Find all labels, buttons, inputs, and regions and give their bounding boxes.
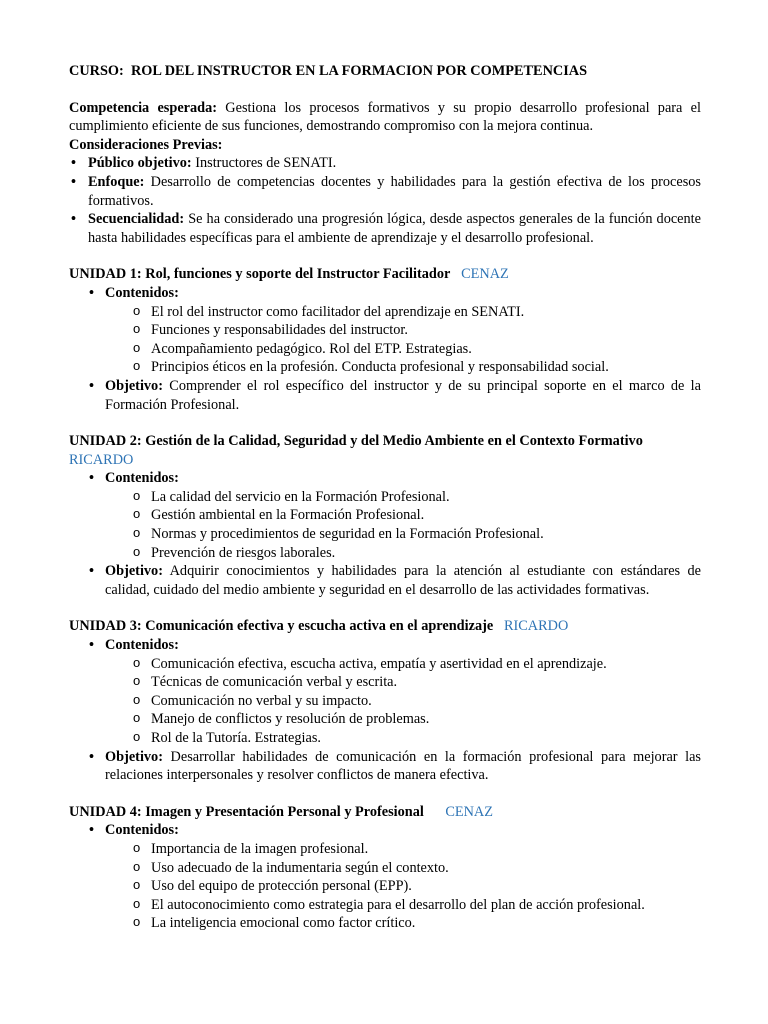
contenido-item: o Comunicación no verbal y su impacto. xyxy=(132,692,701,711)
objetivo-item xyxy=(87,562,701,599)
unit-2 xyxy=(69,432,701,599)
course-title-line xyxy=(69,62,701,81)
contenido-item: o Normas y procedimientos de seguridad en la Formación Profesional. xyxy=(132,525,701,544)
contenido-item: o El rol del instructor como facilitador del aprendizaje en SENATI. xyxy=(132,303,701,322)
objetivo-item xyxy=(87,377,701,414)
competencia-label: Competencia esperada: xyxy=(69,99,218,116)
contenido-item: o El autoconocimiento como estrategia para el desarrollo del plan de acción profesional. xyxy=(132,896,701,915)
contenido-item: o Principios éticos en la profesión. Conducta profesional y responsabilidad social. xyxy=(132,358,701,377)
contenidos-item xyxy=(87,636,701,748)
contenido-item: o Funciones y responsabilidades del instructor. xyxy=(132,321,701,340)
contenido-item: o Prevención de riesgos laborales. xyxy=(132,544,701,563)
contenidos-item xyxy=(87,469,701,562)
contenido-item: o Gestión ambiental en la Formación Profesional. xyxy=(132,506,701,525)
course-title: ROL DEL INSTRUCTOR EN LA FORMACION POR COMPETENCIAS xyxy=(130,63,588,79)
contenido-item: o La calidad del servicio en la Formación Profesional. xyxy=(132,488,701,507)
unit-outline xyxy=(87,469,701,599)
contenido-item: o Rol de la Tutoría. Estrategias. xyxy=(132,729,701,748)
contenidos-list xyxy=(132,303,701,377)
consideraciones-heading-text: Consideraciones Previas: xyxy=(69,136,223,153)
consideracion-text: Se ha considerado una progresión lógica, desde aspectos generales de la función docente hasta habilidades específicas para el ambiente de aprendizaje y el desarrollo profesional. xyxy=(88,211,701,246)
contenidos-label: Contenidos: xyxy=(105,284,179,301)
unit-title: UNIDAD 2: Gestión de la Calidad, Seguridad y del Medio Ambiente en el Contexto Formativo xyxy=(69,433,643,450)
contenidos-label: Contenidos: xyxy=(105,822,179,839)
consideracion-item xyxy=(69,154,701,173)
contenido-item: o La inteligencia emocional como factor crítico. xyxy=(132,914,701,933)
consideracion-text: Desarrollo de competencias docentes y habilidades para la gestión efectiva de los procesos formativos. xyxy=(88,173,701,209)
unit-instructor: RICARDO xyxy=(69,451,134,468)
contenidos-list xyxy=(132,655,701,748)
competencia-paragraph xyxy=(69,99,701,136)
contenido-item: o Importancia de la imagen profesional. xyxy=(132,840,701,859)
objetivo-label: Objetivo: xyxy=(105,748,163,765)
unit-outline xyxy=(87,284,701,414)
consideracion-label: Público objetivo: xyxy=(88,155,192,172)
competencia-text: Gestiona los procesos formativos y su propio desarrollo profesional para el cumplimiento eficiente de sus funciones, demostrando compromiso con la mejora continua. xyxy=(69,99,701,135)
unit-3 xyxy=(69,617,701,784)
objetivo-text: Adquirir conocimientos y habilidades para la atención al estudiante con estándares de calidad, cuidado del medio ambiente y seguridad en el desarrollo de las actividades formativas. xyxy=(105,563,701,598)
consideraciones-list xyxy=(69,154,701,247)
unit-4 xyxy=(69,803,701,933)
units-container xyxy=(69,265,701,933)
contenidos-label: Contenidos: xyxy=(105,637,179,654)
objetivo-text: Comprender el rol específico del instructor y de su principal soporte en el marco de la Formación Profesional. xyxy=(105,377,702,413)
consideracion-item xyxy=(69,173,701,210)
unit-outline xyxy=(87,821,701,933)
unit-title: UNIDAD 1: Rol, funciones y soporte del Instructor Facilitador xyxy=(69,266,451,283)
objetivo-label: Objetivo: xyxy=(105,563,163,580)
consideracion-text: Instructores de SENATI. xyxy=(195,155,337,172)
consideracion-item xyxy=(69,210,701,247)
unit-instructor: CENAZ xyxy=(445,803,493,820)
unit-title: UNIDAD 4: Imagen y Presentación Personal y Profesional xyxy=(69,803,424,820)
unit-heading xyxy=(69,617,701,636)
contenidos-label: Contenidos: xyxy=(105,470,179,487)
contenidos-item xyxy=(87,821,701,933)
consideracion-label: Enfoque: xyxy=(88,173,145,190)
unit-heading xyxy=(69,432,701,469)
unit-title: UNIDAD 3: Comunicación efectiva y escucha activa en el aprendizaje xyxy=(69,618,494,635)
contenido-item: o Técnicas de comunicación verbal y escrita. xyxy=(132,673,701,692)
objetivo-item xyxy=(87,748,701,785)
course-label: CURSO: xyxy=(69,63,124,79)
unit-1 xyxy=(69,265,701,414)
objetivo-label: Objetivo: xyxy=(105,377,163,394)
contenido-item: o Comunicación efectiva, escucha activa, empatía y asertividad en el aprendizaje. xyxy=(132,655,701,674)
unit-instructor: CENAZ xyxy=(461,266,509,283)
consideracion-label: Secuencialidad: xyxy=(88,211,185,228)
contenido-item: o Acompañamiento pedagógico. Rol del ETP. Estrategias. xyxy=(132,340,701,359)
unit-outline xyxy=(87,636,701,785)
objetivo-text: Desarrollar habilidades de comunicación en la formación profesional para mejorar las relaciones interpersonales y resolver conflictos de manera efectiva. xyxy=(105,748,702,784)
contenido-item: o Uso del equipo de protección personal (EPP). xyxy=(132,877,701,896)
contenidos-list xyxy=(132,488,701,562)
contenido-item: o Manejo de conflictos y resolución de problemas. xyxy=(132,710,701,729)
contenido-item: o Uso adecuado de la indumentaria según el contexto. xyxy=(132,859,701,878)
unit-instructor: RICARDO xyxy=(503,618,569,635)
contenidos-item xyxy=(87,284,701,377)
unit-heading xyxy=(69,803,701,822)
consideraciones-heading xyxy=(69,136,701,155)
unit-heading xyxy=(69,265,701,284)
contenidos-list xyxy=(132,840,701,933)
